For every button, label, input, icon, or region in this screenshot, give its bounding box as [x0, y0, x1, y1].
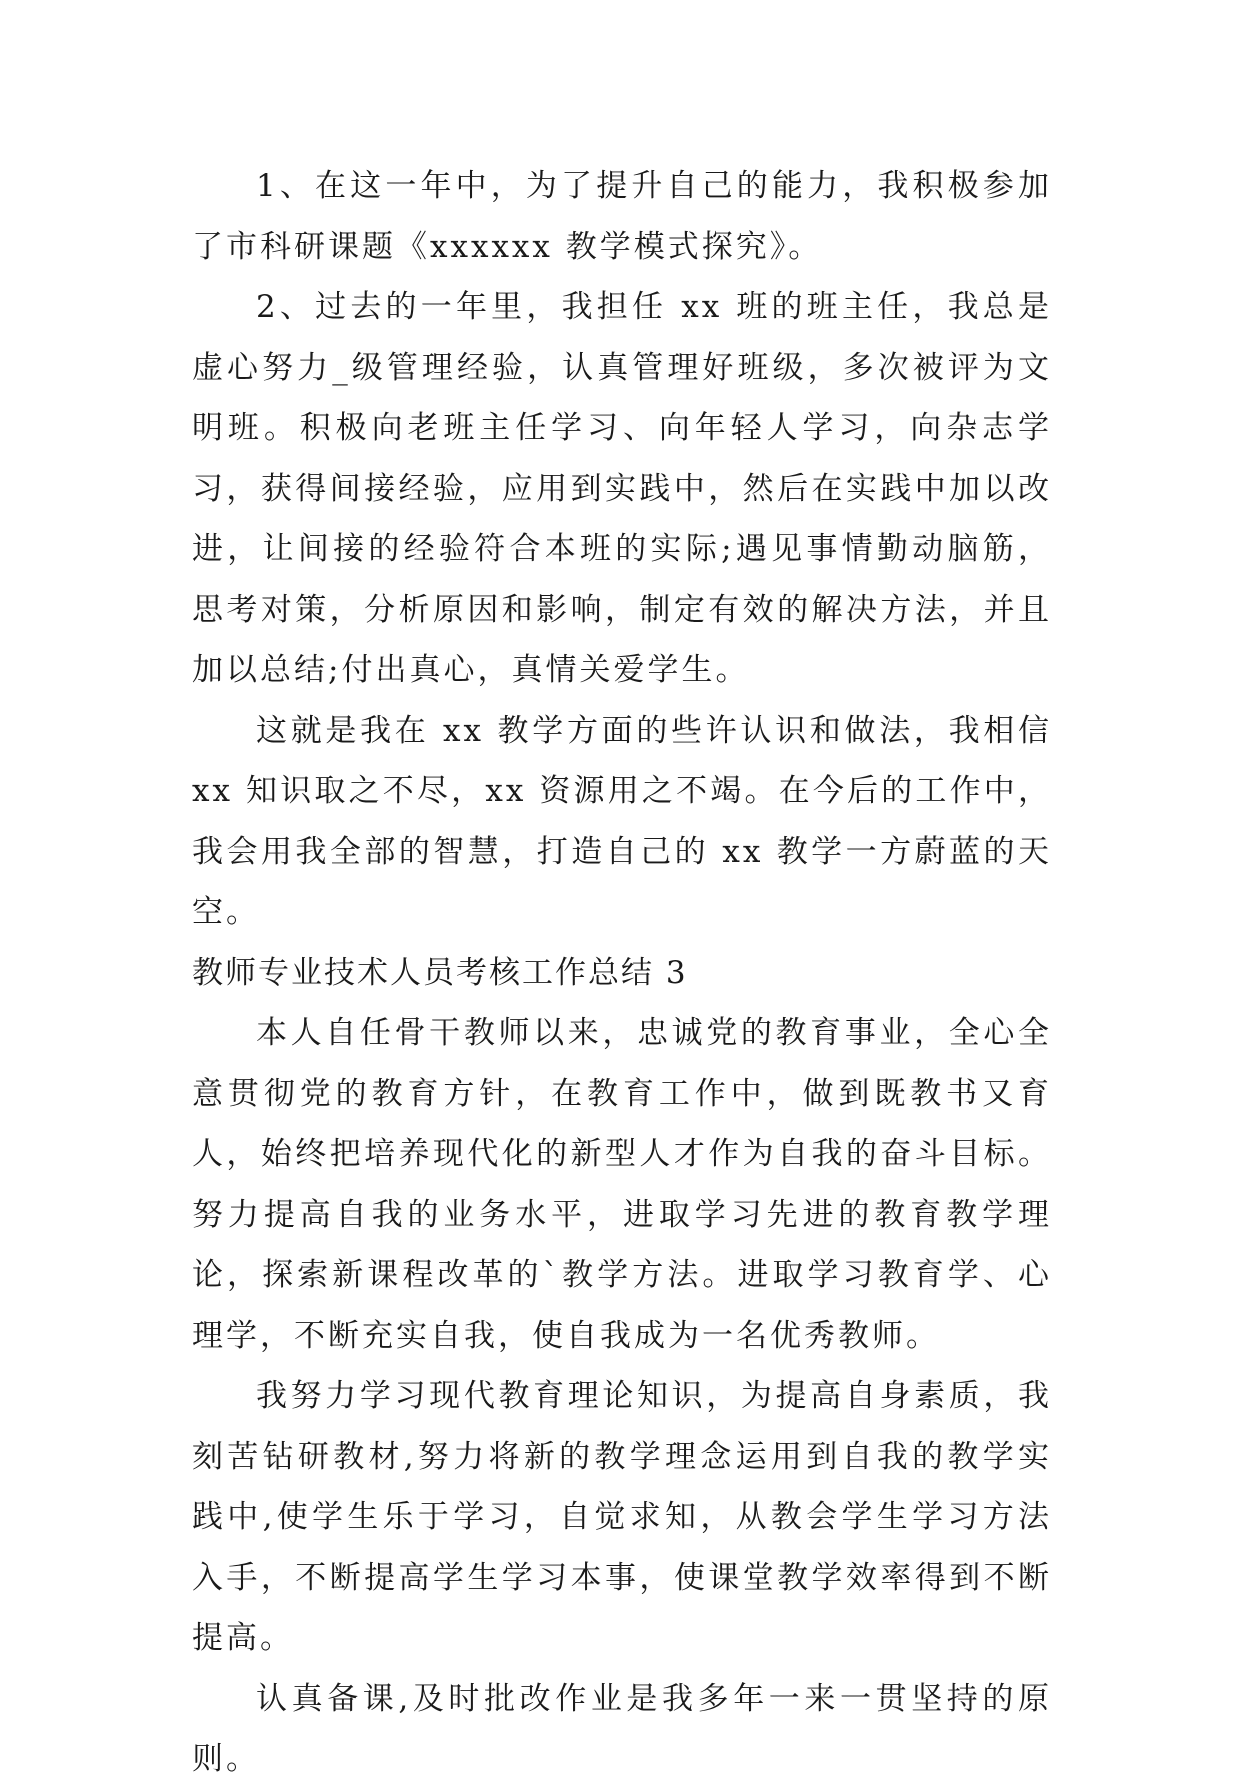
document-body [192, 156, 1052, 1790]
paragraph-backbone-teacher: 本人自任骨干教师以来，忠诚党的教育事业，全心全意贯彻党的教育方针，在教育工作中，做到既教书又育人，始终把培养现代化的新型人才作为自我的奋斗目标。努力提高自我的业务水平，进取学习先进的教育教学理论，探索新课程改革的`教学方法。进取学习教育学、心理学，不断充实自我，使自我成为一名优秀教师。 [192, 1015, 1052, 1354]
paragraph-conclusion: 这就是我在 xx 教学方面的些许认识和做法，我相信 xx 知识取之不尽，xx 资源用之不竭。在今后的工作中，我会用我全部的智慧，打造自己的 xx 教学一方蔚蓝的天空。 [192, 712, 1052, 930]
section-heading: 教师专业技术人员考核工作总结 3 [192, 954, 688, 991]
paragraph-study-theory: 我努力学习现代教育理论知识，为提高自身素质，我刻苦钻研教材,努力将新的教学理念运用到自我的教学实践中,使学生乐于学习，自觉求知，从教会学生学习方法入手，不断提高学生学习本事，使课堂教学效率得到不断提高。 [192, 1378, 1052, 1656]
paragraph-class-teacher: 2、过去的一年里，我担任 xx 班的班主任，我总是虚心努力_级管理经验，认真管理好班级，多次被评为文明班。积极向老班主任学习、向年轻人学习，向杂志学习，获得间接经验，应用到实践中，然后在实践中加以改进，让间接的经验符合本班的实际;遇见事情勤动脑筋，思考对策，分析原因和影响，制定有效的解决方法，并且加以总结;付出真心，真情关爱学生。 [192, 289, 1052, 688]
paragraph-research-project: 1、在这一年中，为了提升自己的能力，我积极参加了市科研课题《xxxxxx 教学模式探究》。 [192, 168, 1052, 265]
paragraph-lesson-prep: 认真备课,及时批改作业是我多年一来一贯坚持的原则。 [192, 1680, 1052, 1777]
